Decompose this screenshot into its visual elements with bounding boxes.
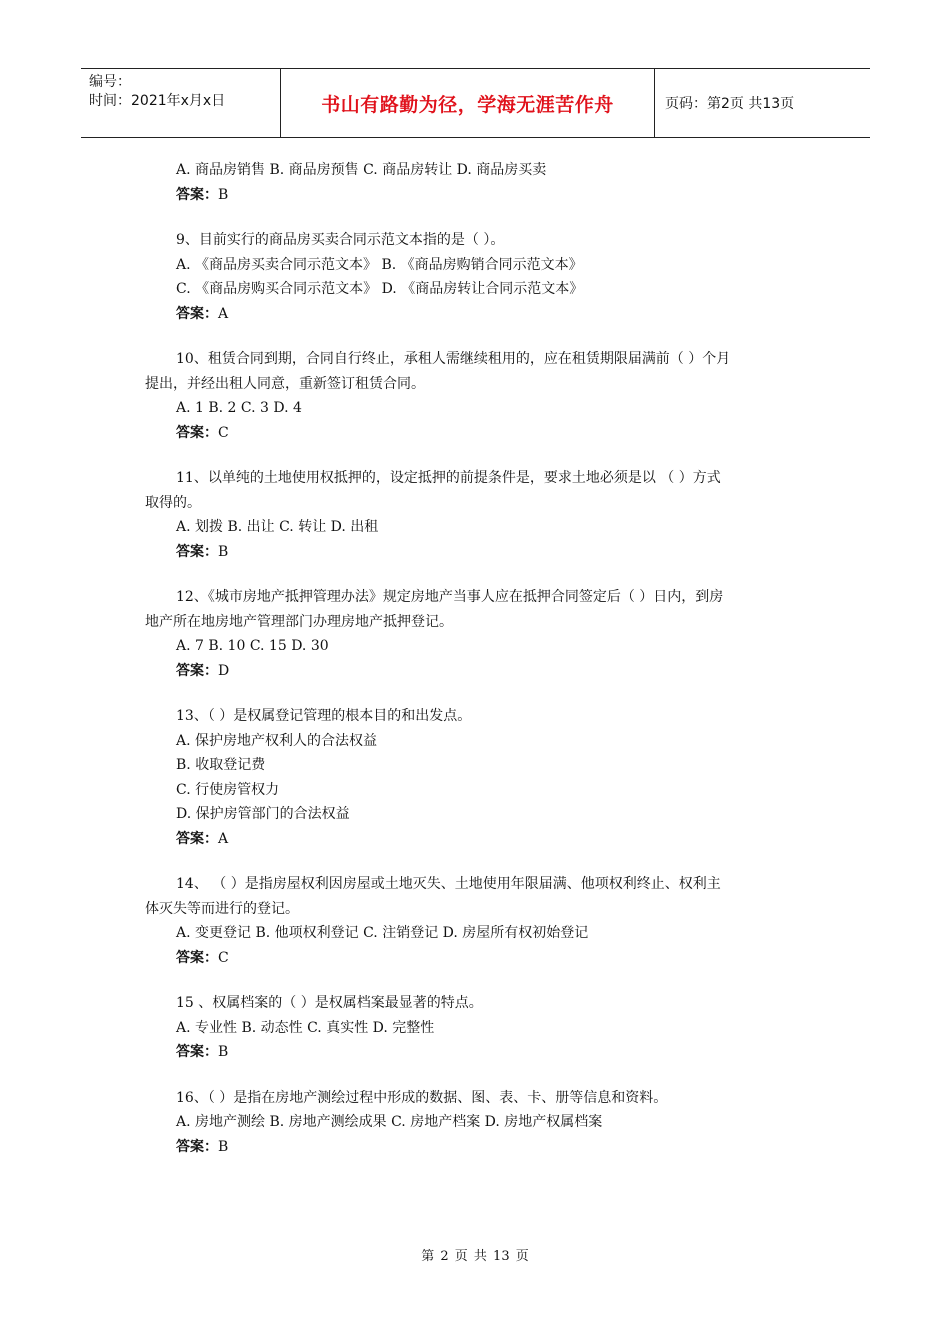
- time-label: 时间：2021年x月x日: [89, 93, 226, 109]
- header-meta: [81, 69, 281, 137]
- option-d: D. 保护房管部门的合法权益: [176, 806, 350, 822]
- question-text: 12、《城市房地产抵押管理办法》规定房地产当事人应在抵押合同签定后（ ）日内，到房: [176, 589, 724, 605]
- question-text-continued: 提出，并经出租人同意，重新签订租赁合同。: [145, 375, 425, 392]
- answer-label: 答案：: [176, 424, 218, 441]
- question-9: [145, 228, 810, 326]
- option-a: A. 保护房地产权利人的合法权益: [176, 732, 378, 749]
- question-text: 11、以单纯的土地使用权抵押的，设定抵押的前提条件是，要求土地必须是以 （ ）方式: [176, 470, 721, 486]
- question-text: 15 、权属档案的（ ）是权属档案最显著的特点。: [176, 995, 483, 1011]
- answer-line: [145, 183, 810, 208]
- question-options: A. 商品房销售 B. 商品房预售 C. 商品房转让 D. 商品房买卖: [176, 162, 547, 178]
- answer-label: 答案：: [176, 1044, 218, 1060]
- question-12: [145, 585, 810, 683]
- question-list: [145, 158, 810, 1159]
- number-label: 编号：: [89, 74, 131, 90]
- option-c: C. 行使房管权力: [176, 781, 280, 798]
- option-b: B. 收取登记费: [176, 757, 266, 773]
- question-options: A. 《商品房买卖合同示范文本》 B. 《商品房购销合同示范文本》: [176, 256, 583, 273]
- answer-line: [145, 946, 810, 971]
- answer-label: 答案：: [176, 662, 218, 679]
- answer-label: 答案：: [176, 543, 218, 560]
- question-text: 10、租赁合同到期，合同自行终止，承租人需继续租用的，应在租赁期限届满前（ ）个月: [176, 351, 731, 367]
- question-text: 13、（ ）是权属登记管理的根本目的和出发点。: [176, 708, 472, 724]
- question-options: A. 专业性 B. 动态性 C. 真实性 D. 完整性: [176, 1019, 435, 1036]
- question-8: [145, 158, 810, 207]
- page-header: [81, 68, 870, 138]
- answer-value: B: [218, 1044, 229, 1060]
- question-options: A. 房地产测绘 B. 房地产测绘成果 C. 房地产档案 D. 房地产权属档案: [176, 1114, 603, 1130]
- question-options: C. 《商品房购买合同示范文本》 D. 《商品房转让合同示范文本》: [176, 281, 584, 297]
- answer-value: D: [218, 662, 230, 679]
- answer-label: 答案：: [176, 186, 218, 203]
- question-10: [145, 347, 810, 445]
- question-text: 14、 （ ）是指房屋权利因房屋或土地灭失、土地使用年限届满、他项权利终止、权利主: [176, 876, 721, 892]
- question-text: 9、目前实行的商品房买卖合同示范文本指的是（ ）。: [176, 232, 505, 248]
- header-page-label: 页码：第2页 共13页: [665, 96, 795, 112]
- question-options: A. 划拨 B. 出让 C. 转让 D. 出租: [176, 519, 379, 535]
- header-motto: 书山有路勤为径，学海无涯苦作舟: [281, 69, 655, 137]
- answer-value: C: [218, 949, 229, 966]
- answer-line: [145, 1135, 810, 1160]
- answer-label: 答案：: [176, 949, 218, 966]
- question-13: [145, 704, 810, 851]
- question-14: [145, 872, 810, 970]
- answer-value: C: [218, 424, 229, 441]
- question-text-continued: 取得的。: [145, 494, 201, 511]
- question-options: A. 1 B. 2 C. 3 D. 4: [176, 400, 302, 416]
- answer-line: [145, 659, 810, 684]
- answer-label: 答案：: [176, 305, 218, 322]
- answer-value: B: [218, 186, 229, 203]
- question-options: A. 变更登记 B. 他项权利登记 C. 注销登记 D. 房屋所有权初始登记: [176, 925, 589, 941]
- question-options: A. 7 B. 10 C. 15 D. 30: [176, 638, 329, 654]
- question-11: [145, 466, 810, 564]
- question-15: [145, 991, 810, 1065]
- answer-line: [145, 302, 810, 327]
- question-text-continued: 地产所在地房地产管理部门办理房地产抵押登记。: [145, 613, 453, 630]
- answer-line: [145, 540, 810, 565]
- question-16: [145, 1086, 810, 1160]
- answer-line: [145, 421, 810, 446]
- answer-value: A: [218, 305, 229, 322]
- answer-value: B: [218, 543, 229, 560]
- answer-label: 答案：: [176, 1138, 218, 1155]
- page-footer: 第 2 页 共 13 页: [421, 1249, 529, 1264]
- answer-line: [145, 1040, 810, 1065]
- answer-label: 答案：: [176, 830, 218, 847]
- answer-value: B: [218, 1138, 229, 1155]
- answer-line: [145, 827, 810, 852]
- question-text: 16、（ ）是指在房地产测绘过程中形成的数据、图、表、卡、册等信息和资料。: [176, 1089, 668, 1106]
- question-text-continued: 体灭失等而进行的登记。: [145, 900, 299, 917]
- answer-value: A: [218, 830, 229, 847]
